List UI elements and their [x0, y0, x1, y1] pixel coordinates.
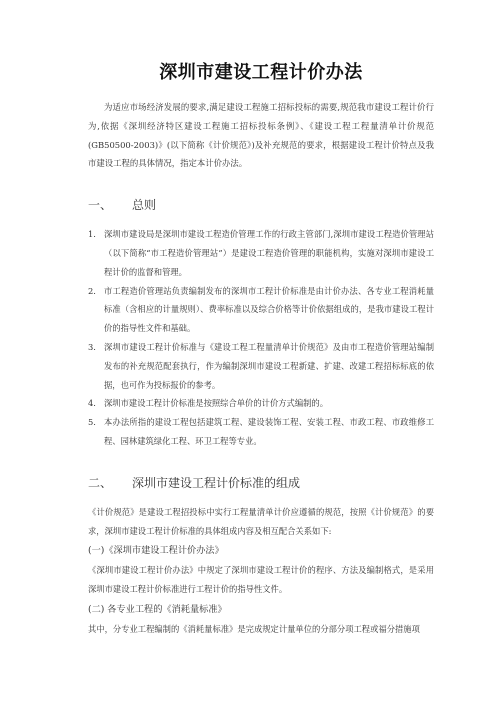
list-item — [88, 394, 434, 413]
section-1-title: 总则 — [132, 198, 157, 213]
section-2-paragraph-1: 《计价规范》是建设工程招投标中实行工程量清单计价应遵循的规范，按照《计价规范》的要求，深圳市建设工程计价标准的具体组成内容及相互配合关系如下: — [88, 506, 434, 536]
section-1-number: 一、 — [88, 198, 113, 213]
list-item-text: 深圳市建设工程计价标准是按照综合单价的计价方式编制的。 — [104, 398, 329, 409]
list-item — [88, 338, 434, 394]
list-item-number: 4. — [88, 398, 96, 409]
section-2-heading — [88, 475, 434, 491]
list-item-text: 市工程造价管理站负责编制发布的深圳市工程计价标准是由计价办法、各专业工程消耗量标准（含相应的计量规则）、费率标准以及综合价格等计价依据组成的，是我市建设工程计价的指导性文件和基础。 — [104, 285, 434, 334]
list-item — [88, 225, 434, 281]
list-item — [88, 282, 434, 338]
subheading-2: (二) 各专业工程的《消耗量标准》 — [88, 603, 227, 615]
intro-paragraph: 为适应市场经济发展的要求,满足建设工程施工招标投标的需要,规范我市建设工程计价行为,依据《深圳经济特区建设工程施工招标投标条例》、《建设工程工程量清单计价规范(GB50500-2003)》(以下简称《计价规范》)及补充规范的要求，根据建设工程计价特点及我市建设工程的具体情况，指定本计价办法。 — [88, 102, 434, 169]
list-item-text: 本办法所指的建设工程包括建筑工程、建设装饰工程、安装工程、市政工程、市政维修工程、园林建筑绿化工程、环卫工程等专业。 — [104, 417, 434, 446]
list-item-number: 1. — [88, 229, 96, 240]
section-2-title: 深圳市建设工程计价标准的组成 — [132, 475, 301, 490]
list-item-text: 深圳市建设工程计价标准与《建设工程工程量清单计价规范》及由市工程造价管理站编制发布的补充规范配套执行，作为编制深圳市建设工程新建、扩建、改建工程招标标底的依据，也可作为投标报价的参考。 — [104, 341, 434, 390]
section-2-number: 二、 — [88, 475, 113, 490]
section-1-heading — [88, 197, 434, 213]
list-item-number: 2. — [88, 285, 96, 296]
section-2-paragraph-3: 其中，分专业工程编制的《消耗量标准》是完成规定计量单位的分部分项工程或福分措施项 — [88, 623, 420, 634]
list-item-number: 3. — [88, 341, 96, 352]
section-2-paragraph-2: 《深圳市建设工程计价办法》中规定了深圳市建设工程计价的程序、方法及编制格式，是采用深圳市建设工程计价标准进行工程计价的指导性文件。 — [88, 565, 434, 594]
list-item-number: 5. — [88, 417, 96, 428]
document-title: 深圳市建设工程计价办法 — [159, 62, 363, 83]
subheading-1: (一)《深圳市建设工程计价办法》 — [88, 545, 224, 557]
list-item — [88, 413, 434, 451]
list-item-text: 深圳市建设局是深圳市建设工程造价管理工作的行政主管部门,深圳市建设工程造价管理站（以下简称“市工程造价管理站”）是建设工程造价管理的职能机构，实施对深圳市建设工程计价的监督和管理。 — [104, 229, 434, 277]
